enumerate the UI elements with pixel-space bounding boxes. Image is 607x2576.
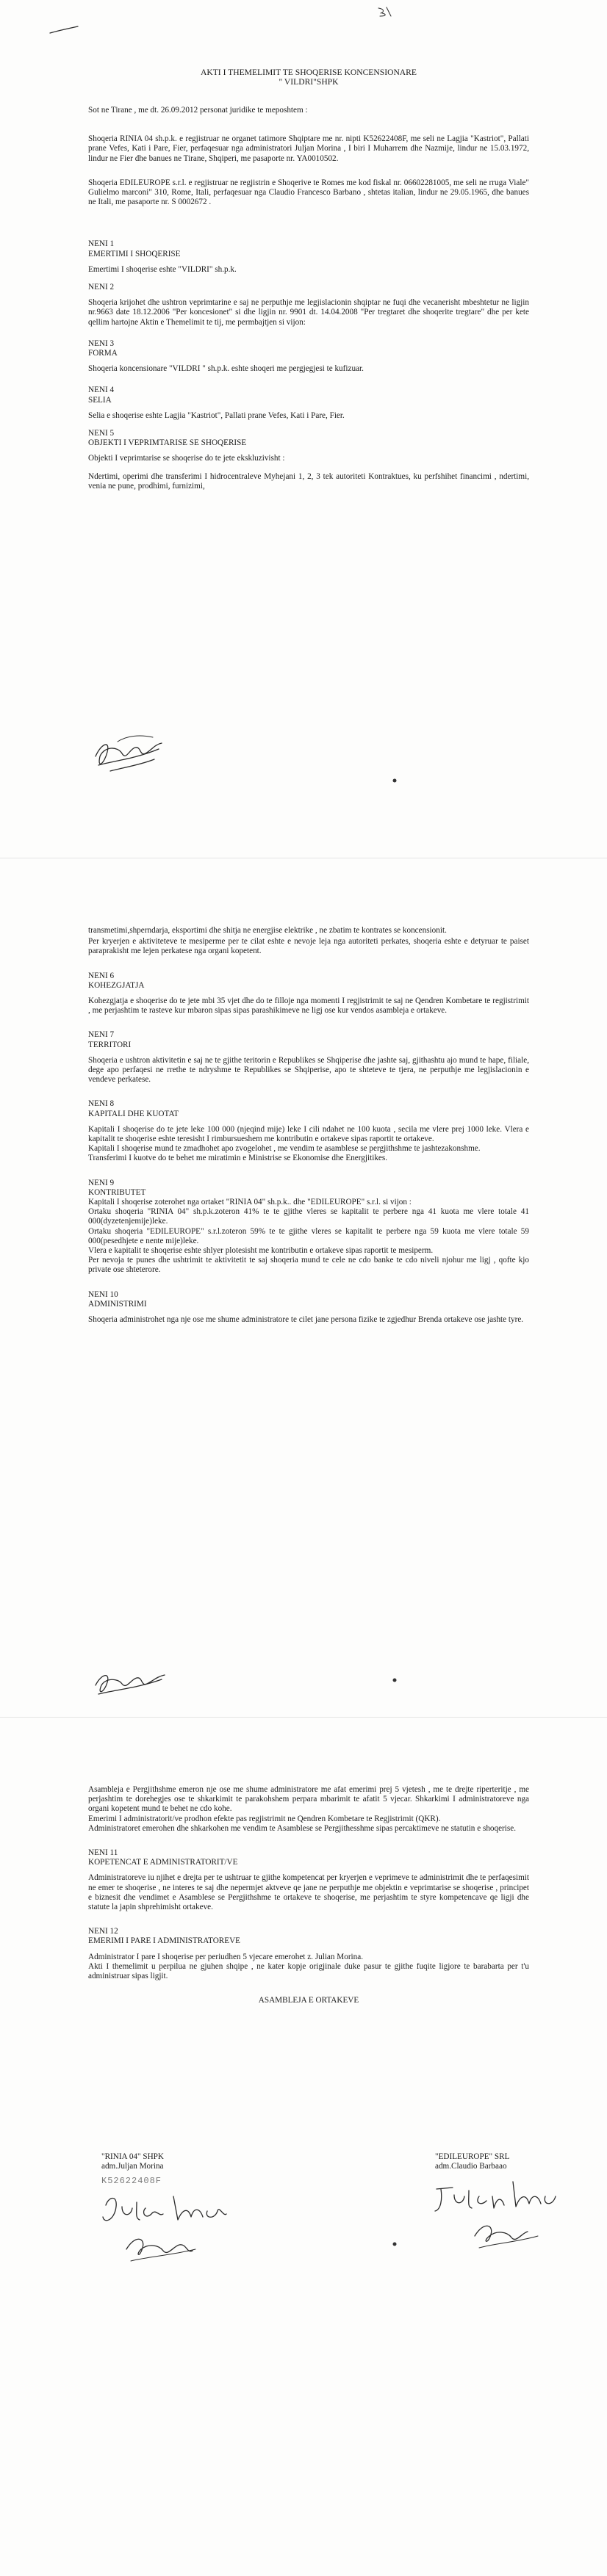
neni-10-heading: NENI 10 bbox=[88, 1289, 118, 1299]
hole-punch-icon bbox=[391, 1676, 398, 1684]
neni-8-text: Kapitali I shoqerise do te jete leke 100 000 (njeqind mije) leke I cili ndahet ne 100 kuota , secila me vlere prej 1000 leke. Vlera e kapitalit te shoqerise eshte teresisht I rimbursueshem me kontributin e ortakeve sipas raportit te ortakeve. bbox=[88, 1124, 529, 1144]
intro-paragraph: Sot ne Tirane , me dt. 26.09.2012 personat juridike te meposhtem : bbox=[88, 106, 308, 115]
signature-icon bbox=[90, 1660, 170, 1704]
neni-9-text-2: Ortaku shoqeria "RINIA 04" sh.p.k.zoteron 41% te te gjithe vleres se kapitalit te perbere nga 41 kuota me vlere totale 41 000(dyzetenjemije)leke. bbox=[88, 1207, 529, 1226]
page-3-continuation-3: Administratoret emerohen dhe shkarkohen me vendim te Asamblese se Pergjithesshme sipas percaktimeve ne statutin e shoqerise. bbox=[88, 1823, 517, 1833]
neni-12-text: Administrator I pare I shoqerise per periudhen 5 vjecare emerohet z. Julian Morina. bbox=[88, 1952, 364, 1961]
neni-3-heading: NENI 3 bbox=[88, 339, 115, 348]
neni-12-title: EMERIMI I PARE I ADMINISTRATOREVE bbox=[88, 1936, 240, 1946]
assembly-heading: ASAMBLEJA E ORTAKEVE bbox=[258, 1996, 359, 2005]
neni-9-heading: NENI 9 bbox=[88, 1178, 115, 1187]
neni-4-title: SELIA bbox=[88, 395, 112, 405]
signature-icon bbox=[431, 2174, 560, 2262]
page-3-continuation: Asambleja e Pergjithshme emeron nje ose me shume administratore me afat emerimi prej 5 vjetesh , me te drejte riperteritje , me perjashtim te dorehegjes ose te shkarkimit te parakohshem perpara mbarimit te afatit 5 vjecar. Shkarkimi I administratoreve nga organi kopetent mund te behet ne cdo kohe. bbox=[88, 1785, 529, 1814]
page-2-continuation: transmetimi,shperndarja, eksportimi dhe shitja ne energjise elektrike , ne zbatim te kontrates se koncensionit. bbox=[88, 926, 447, 935]
page-2-text bbox=[88, 926, 529, 1333]
left-company-name: "RINIA 04" SHPK bbox=[101, 2152, 164, 2161]
neni-1-heading: NENI 1 bbox=[88, 239, 115, 249]
page-number-mark-icon bbox=[376, 6, 392, 18]
neni-9-text-4: Vlera e kapitalit te shoqerise eshte shlyer plotesisht me kontributin e ortakeve sipas raportit te mesiperm. bbox=[88, 1246, 434, 1256]
neni-9-title: KONTRIBUTET bbox=[88, 1187, 146, 1197]
neni-9-text-3: Ortaku shoqeria "EDILEUROPE" s.r.l.zoteron 59% te te gjithe vleres se kapitalit te perbere nga 59 kuota me vlere totale 59 000(pesedhjete e nente mije)leke. bbox=[88, 1226, 529, 1245]
right-admin-name: adm.Claudio Barbaao bbox=[435, 2162, 507, 2171]
neni-8-heading: NENI 8 bbox=[88, 1099, 115, 1109]
neni-9-text: Kapitali I shoqerise zoterohet nga ortaket "RINIA 04" sh.p.k.. dhe "EDILEUROPE" s.r.l. si vijon : bbox=[88, 1198, 412, 1207]
neni-12-text-2: Akti I themelimit u perpilua ne gjuhen shqipe , ne kater kopje origjinale duke pasur te gjithe fuqite ligjore te barabarta per t'u administruar sipas ligjit. bbox=[88, 1961, 529, 1981]
neni-5-text-1: Objekti I veprimtarise se shoqerise do te jete ekskluzivisht : bbox=[88, 454, 285, 463]
right-company-name: "EDILEUROPE" SRL bbox=[435, 2152, 510, 2161]
signature-icon bbox=[97, 2188, 229, 2276]
signature-icon bbox=[88, 727, 169, 780]
hole-punch-icon bbox=[391, 2240, 398, 2248]
neni-4-text: Selia e shoqerise eshte Lagjia "Kastriot", Pallati prane Vefes, Kati i Pare, Fier. bbox=[88, 410, 345, 420]
neni-12-heading: NENI 12 bbox=[88, 1927, 118, 1936]
document-page-2 bbox=[0, 858, 607, 1718]
party-1-paragraph: Shoqeria RINIA 04 sh.p.k. e regjistruar ne organet tatimore Shqiptare me nr. nipti K52622408F, me seli ne Lagjia "Kastriot", Pallati prane Vefes, Kati i Pare, Fier, perfaqesuar nga administratori Juljan Morina , I biri I Muharrem dhe Nazmije, lindur ne 15.03.1972, lindur ne Fier dhe banues ne Tirane, Shqiperi, me pasaporte nr. YA0010502. bbox=[88, 134, 529, 163]
company-stamp: K52622408F bbox=[101, 2176, 162, 2186]
scan-mark-icon bbox=[49, 25, 79, 35]
signature-block-left bbox=[101, 2152, 164, 2171]
neni-10-title: ADMINISTRIMI bbox=[88, 1299, 147, 1309]
neni-3-title: FORMA bbox=[88, 349, 118, 358]
neni-3-text: Shoqeria koncensionare "VILDRI " sh.p.k. eshte shoqeri me pergjegjesi te kufizuar. bbox=[88, 364, 364, 374]
neni-8-text-2: Kapitali I shoqerise mund te zmadhohet apo zvogelohet , me vendim te asamblese se pergjithshme te jashtezakonshme. bbox=[88, 1144, 481, 1154]
document-page-3 bbox=[0, 1717, 607, 2576]
neni-6-title: KOHEZGJATJA bbox=[88, 980, 145, 990]
neni-7-heading: NENI 7 bbox=[88, 1030, 115, 1040]
neni-11-text: Administratoreve iu njihet e drejta per te ushtruar te gjithe kompetencat per kryerjen e veprimeve te administrimit dhe te perfaqesimit ne emer te shoqerise , ne interes te saj dhe nepermjet aktveve qe jane ne perputhje me objektin e veprimtarise se shoqerise , principet e biznesit dhe vendimet e Asamblese se Pergjithshme te ortakeve te shoqerise, me perjashtim te styre kompetencave qe ligji dhe statute la japin shprehimisht ortakeve. bbox=[88, 1873, 529, 1912]
neni-5-heading: NENI 5 bbox=[88, 429, 115, 438]
neni-8-text-3: Transferimi I kuotve do te behet me miratimin e Ministrise se Ekonomise dhe Energjitikes. bbox=[88, 1154, 388, 1163]
page-2-continuation-2: Per kryerjen e aktiviteteve te mesiperme per te cilat eshte e nevoje leja nga autoriteti perkates, shoqeria eshte e detyruar te paiset paraprakisht me lejen perkatese nga organi kopetent. bbox=[88, 937, 529, 956]
page-3-continuation-2: Emerimi I administratorit/ve prodhon efekte pas regjistrimit ne Qendren Kombetare te Regjistrimit (QKR). bbox=[88, 1814, 441, 1823]
neni-10-text: Shoqeria administrohet nga nje ose me shume administratore te cilet jane persona fizike te zgjedhur Brenda ortakeve ose jashte tyre. bbox=[88, 1315, 524, 1325]
document-title bbox=[88, 68, 529, 87]
neni-7-text: Shoqeria e ushtron aktivitetin e saj ne te gjithe teritorin e Republikes se Shqiperise dhe jashte saj, gjithashtu ajo mund te hape, filiale, dege apo perfaqesi ne rrethe te ndryshme te Republikes se Shqiperise, apo te shteteve te tjera, ne perputhje me legjislacionin e vendeve perkatese. bbox=[88, 1055, 529, 1085]
neni-6-heading: NENI 6 bbox=[88, 971, 115, 980]
neni-6-text: Kohezgjatja e shoqerise do te jete mbi 35 vjet dhe do te filloje nga momenti I regjistrimit te saj ne Qendren Kombetare te regjistrimit , me perjashtim te rasteve kur mbaron sipas sipas parashikimeve ne ligj ose kur vendos asambleja e ortakeve. bbox=[88, 996, 529, 1016]
hole-punch-icon bbox=[391, 777, 398, 784]
left-admin-name: adm.Juljan Morina bbox=[101, 2162, 164, 2171]
neni-2-text: Shoqeria krijohet dhe ushtron veprimtarine e saj ne perputhje me legjislacionin shqiptar ne fuqi dhe vecanerisht mbeshtetur ne ligjin nr.9663 date 18.12.2006 "Per koncesionet" si dhe ligjin nr. 9901 dt. 14.04.2008 "Per tregtaret dhe shoqerite tregtare" dhe per kete qellim hartojne Aktin e Themelimit te tij, me permbajtjen si vijon: bbox=[88, 298, 529, 327]
page-1-text bbox=[88, 68, 529, 499]
neni-2-heading: NENI 2 bbox=[88, 283, 115, 292]
neni-11-heading: NENI 11 bbox=[88, 1848, 118, 1858]
neni-11-title: KOPETENCAT E ADMINISTRATORIT/VE bbox=[88, 1858, 238, 1867]
neni-9-text-5: Per nevoja te punes dhe ushtrimit te aktivitetit te saj shoqeria mund te cele ne cdo banke te cdo niveli njohur me ligj , qofte kjo private ose shteterore. bbox=[88, 1256, 529, 1275]
title-line-2: " VILDRI"SHPK bbox=[279, 77, 339, 87]
neni-8-title: KAPITALI DHE KUOTAT bbox=[88, 1109, 179, 1118]
neni-7-title: TERRITORI bbox=[88, 1040, 132, 1049]
signature-block-right bbox=[435, 2152, 509, 2171]
neni-1-text: Emertimi I shoqerise eshte "VILDRI" sh.p.k. bbox=[88, 264, 237, 274]
neni-1-title: EMERTIMI I SHOQERISE bbox=[88, 249, 181, 258]
party-2-paragraph: Shoqeria EDILEUROPE s.r.l. e regjistruar ne regjistrin e Shoqerive te Romes me kod fiskal nr. 06602281005, me seli ne rruga Viale" Gulielmo marconi" 310, Rome, Itali, perfaqesuar nga Claudio Francesco Barbano , shtetas italian, lindur ne 29.05.1965, dhe banues ne Itali, me pasaporte nr. S 0002672 . bbox=[88, 178, 529, 207]
title-line-1: AKTI I THEMELIMIT TE SHOQERISE KONCENSIONARE bbox=[200, 68, 417, 77]
neni-5-text-2: Ndertimi, operimi dhe transferimi I hidrocentraleve Myhejani 1, 2, 3 tek autoriteti Kontraktues, ku perfshihet financimi , ndertimi, venia ne pune, prodhimi, furnizimi, bbox=[88, 471, 529, 491]
page-3-text bbox=[88, 1785, 529, 2014]
neni-4-heading: NENI 4 bbox=[88, 386, 115, 395]
document-page-1 bbox=[0, 0, 607, 858]
neni-5-title: OBJEKTI I VEPRIMTARISE SE SHOQERISE bbox=[88, 438, 247, 448]
